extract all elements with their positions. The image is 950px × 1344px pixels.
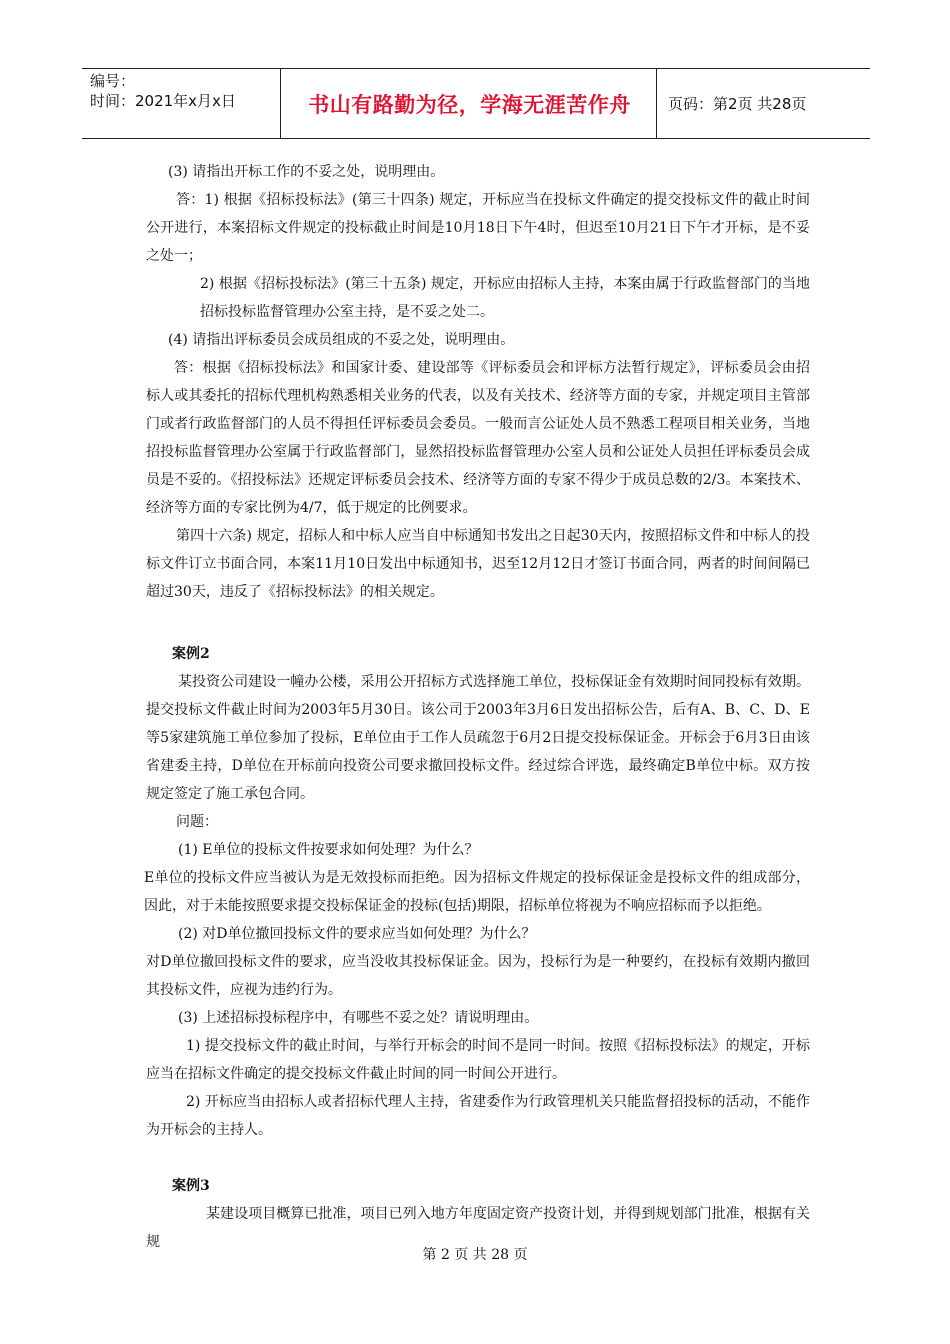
case2-section xyxy=(146,640,810,1144)
page-footer: 第 2 页 共 28 页 xyxy=(422,1247,528,1263)
case2-answer-1: E单位的投标文件应当被认为是无效投标而拒绝。因为招标文件规定的投标保证金是投标文件的组成部分，因此，对于未能按照要求提交投标保证金的投标(包括)期限，招标单位将视为不响应招标而予以拒绝。 xyxy=(144,870,810,914)
case1-answer-5: 第四十六条) 规定，招标人和中标人应当自中标通知书发出之日起30天内，按照招标文件和中标人的投标文件订立书面合同，本案11月10日发出中标通知书，迟至12月12日才签订书面合同，两者的时间间隔已超过30天，违反了《招标投标法》的相关规定。 xyxy=(146,528,810,600)
case2-answer-3-2: 2) 开标应当由招标人或者招标代理人主持，省建委作为行政管理机关只能监督招投标的活动，不能作为开标会的主持人。 xyxy=(146,1094,810,1138)
case2-question-2: (2) 对D单位撤回投标文件的要求应当如何处理？为什么？ xyxy=(178,926,536,942)
case1-question-3: (3) 请指出开标工作的不妥之处，说明理由。 xyxy=(168,164,445,180)
header-page-info: 页码：第2页 共28页 xyxy=(668,95,807,113)
case2-intro: 某投资公司建设一幢办公楼，采用公开招标方式选择施工单位，投标保证金有效期时间同投标有效期。提交投标文件截止时间为2003年5月30日。该公司于2003年3月6日发出招标公告，后有A、B、C、D、E等5家建筑施工单位参加了投标，E单位由于工作人员疏忽于6月2日提交投标保证金。开标会于6月3日由该省建委主持，D单位在开标前向投资公司要求撤回投标文件。经过综合评选，最终确定B单位中标。双方按规定签定了施工承包合同。 xyxy=(146,674,810,802)
case2-questions-label: 问题： xyxy=(176,814,218,830)
case2-answer-3-1: 1) 提交投标文件的截止时间，与举行开标会的时间不是同一时间。按照《招标投标法》的规定，开标应当在招标文件确定的提交投标文件截止时间的同一时间公开进行。 xyxy=(146,1038,810,1082)
document-number-label: 编号： xyxy=(90,72,136,90)
case2-title: 案例2 xyxy=(172,646,210,662)
case2-question-3: (3) 上述招标投标程序中，有哪些不妥之处？请说明理由。 xyxy=(178,1010,539,1026)
header-motto: 书山有路勤为径，学海无涯苦作舟 xyxy=(283,69,657,138)
case3-intro: 某建设项目概算已批准，项目已列入地方年度固定资产投资计划，并得到规划部门批准，根据有关规 xyxy=(146,1206,810,1250)
case1-answer-3-2: 2) 根据《招标投标法》(第三十五条) 规定，开标应由招标人主持，本案由属于行政监督部门的当地招标投标监督管理办公室主持，是不妥之处二。 xyxy=(200,276,810,320)
case3-title: 案例3 xyxy=(172,1178,210,1194)
header-meta xyxy=(82,69,281,138)
case1-answer-3-1: 答：1) 根据《招标投标法》(第三十四条) 规定，开标应当在投标文件确定的提交投标文件的截止时间公开进行，本案招标文件规定的投标截止时间是10月18日下午4时，但迟至10月21日下午才开标，是不妥之处一； xyxy=(146,192,810,264)
document-date-label: 时间：2021年x月x日 xyxy=(90,92,236,110)
case2-question-1: (1) E单位的投标文件按要求如何处理？为什么？ xyxy=(178,842,479,858)
case1-question-4: (4) 请指出评标委员会成员组成的不妥之处，说明理由。 xyxy=(168,332,515,348)
page-header xyxy=(82,68,870,139)
case1-answers xyxy=(146,158,810,606)
case2-answer-2: 对D单位撤回投标文件的要求，应当没收其投标保证金。因为，投标行为是一种要约，在投标有效期内撤回其投标文件，应视为违约行为。 xyxy=(146,954,810,998)
case1-answer-4: 答：根据《招标投标法》和国家计委、建设部等《评标委员会和评标方法暂行规定》，评标委员会由招标人或其委托的招标代理机构熟悉相关业务的代表，以及有关技术、经济等方面的专家，并规定项目主管部门或者行政监督部门的人员不得担任评标委员会委员。一般而言公证处人员不熟悉工程项目相关业务，当地招投标监督管理办公室属于行政监督部门，显然招投标监督管理办公室人员和公证处人员担任评标委员会成员是不妥的。《招投标法》还规定评标委员会技术、经济等方面的专家不得少于成员总数的2/3。本案技术、经济等方面的专家比例为4/7，低于规定的比例要求。 xyxy=(146,360,810,516)
